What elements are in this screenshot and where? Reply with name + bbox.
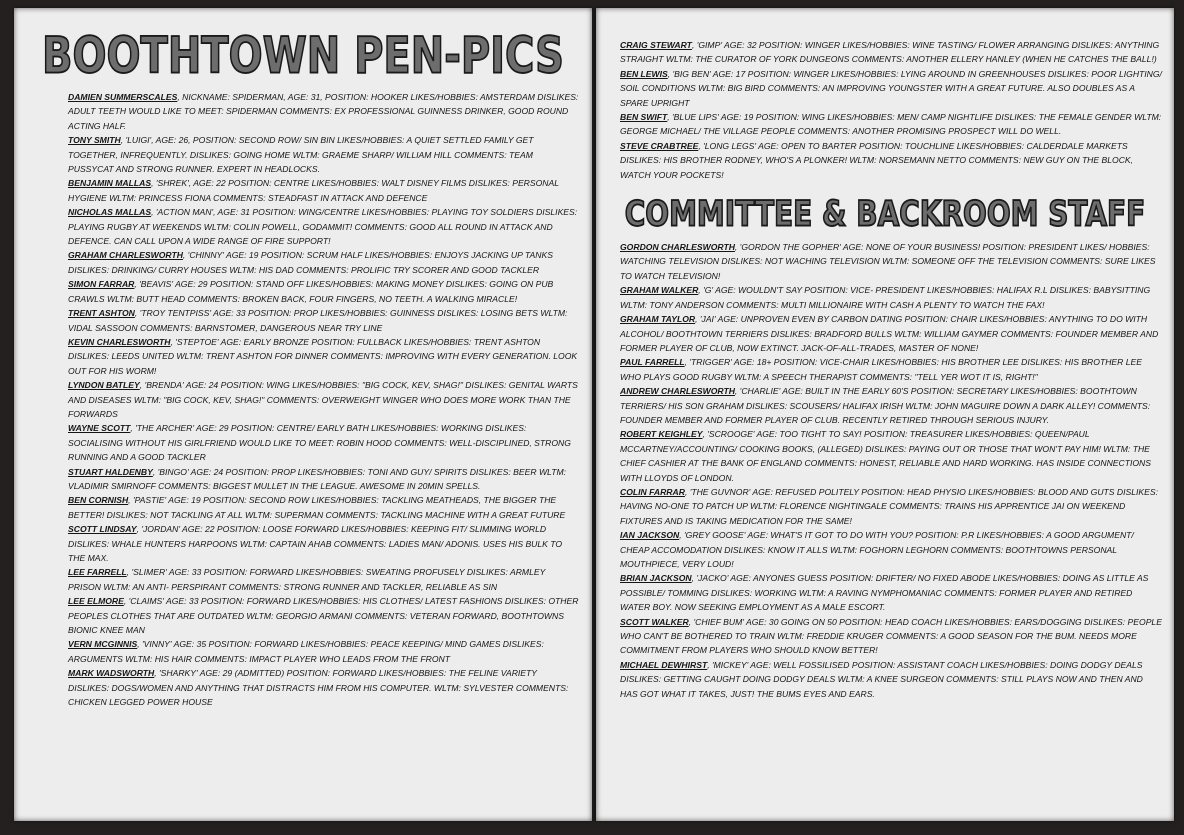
person-name: IAN JACKSON <box>620 530 680 541</box>
player-entries <box>14 90 592 709</box>
person-description: , 'BIG BEN' AGE: 17 POSITION: WINGER LIKES/HOBBIES: LYING AROUND IN GREENHOUSES DISLIKES: POOR LIGHTING/ SOIL CONDITIONS WLTM: BIG BIRD COMMENTS: AN IMPROVING YOUNGSTER WITH A GREAT FUTURE. ALSO DOUBLES AS A SPARE UPRIGHT <box>620 68 1162 108</box>
person-description: , 'CHARLIE' AGE: BUILT IN THE EARLY 60'S POSITION: SECRETARY LIKES/HOBBIES: BOOTHTOWN TERRIERS/ HIS SON GRAHAM DISLIKES: SCOUSERS/ HALIFAX IRISH WLTM: JOHN MAGUIRE DOWN A DARK ALLEY! COMMENTS: FOUNDER MEMBER AND FORMER PLAYER OF CLUB. RECENTLY RETIRED THROUGH SERIOUS INJURY. <box>620 386 1151 425</box>
pen-pic-entry <box>620 658 1162 701</box>
committee-title: COMMITTEE & BACKROOM STAFF <box>624 192 1146 235</box>
person-name: TRENT ASHTON <box>68 308 135 319</box>
person-name: LEE FARRELL <box>68 567 127 578</box>
pen-pic-entry <box>620 110 1162 139</box>
person-description: , 'G' AGE: WOULDN'T SAY POSITION: VICE- PRESIDENT LIKES/HOBBIES: HALIFAX R.L DISLIKES: BABYSITTING WLTM: TONY ANDERSON COMMENTS: MULTI MILLIONAIRE WITH CASH A PLENTY TO WATCH THE FAX! <box>620 285 1151 310</box>
person-name: NICHOLAS MALLAS <box>68 207 152 218</box>
person-description: , 'CLAIMS' AGE: 33 POSITION: FORWARD LIKES/HOBBIES: HIS CLOTHES/ LATEST FASHIONS DISLIKES: OTHER PEOPLES CLOTHES THAT ARE OUTDATED WLTM: GEORGIO ARMANI COMMENTS: VETERAN FORWARD, BOOTHTOWNS BIONIC KNEE MAN <box>68 596 579 636</box>
pen-pic-entry <box>68 565 580 594</box>
person-description: , 'SLIMER' AGE: 33 POSITION: FORWARD LIKES/HOBBIES: SWEATING PROFUSELY DISLIKES: ARMLEY PRISON WLTM: AN ANTI- PERSPIRANT COMMENTS: STRONG RUNNER AND TACKLER, RELIABLE AS SIN <box>68 567 546 592</box>
person-description: , 'LUIGI', AGE: 26, POSITION: SECOND ROW/ SIN BIN LIKES/HOBBIES: A QUIET SETTLED FAMILY GET TOGETHER, INFREQUENTLY. DISLIKES: GOING HOME WLTM: GRAEME SHARP/ WILLIAM HILL COMMENTS: TEAM PUSSYCAT AND STRONG RUNNER. EXPERT IN HEADLOCKS. <box>68 135 534 175</box>
pen-pic-entry <box>620 240 1162 283</box>
person-description: , 'GREY GOOSE' AGE: WHAT'S IT GOT TO DO WITH YOU? POSITION: P.R LIKES/HOBBIES: A GOOD ARGUMENT/ CHEAP ACCOMODATION DISLIKES: KNOW IT ALLS WLTM: FOGHORN LEGHORN COMMENTS: BOOTHTOWNS PERSONAL MOUTHPIECE, VERY LOUD! <box>620 530 1134 569</box>
pen-pic-entry <box>68 522 580 565</box>
pen-pic-entry <box>620 384 1162 427</box>
pen-pics-title: BOOTHTOWN PEN-PICS <box>42 27 564 85</box>
pen-pic-entry <box>68 306 580 335</box>
person-name: TONY SMITH <box>68 135 121 146</box>
person-name: GRAHAM TAYLOR <box>620 314 696 325</box>
person-description: , 'LONG LEGS' AGE: OPEN TO BARTER POSITION: TOUCHLINE LIKES/HOBBIES: CALDERDALE MARKETS DISLIKES: HIS BROTHER RODNEY, WHO'S A PLONKER! WLTM: NORSEMANN NETTO COMMENTS: NEW GUY ON THE BLOCK, WATCH YOUR POCKETS! <box>620 140 1134 180</box>
person-name: SCOTT WALKER <box>620 616 689 627</box>
person-name: MARK WADSWORTH <box>68 668 155 679</box>
person-description: , 'BINGO' AGE: 24 POSITION: PROP LIKES/HOBBIES: TONI AND GUY/ SPIRITS DISLIKES: BEER WLTM: VLADIMIR SMIRNOFF COMMENTS: BIGGEST MULLET IN THE LEAGUE. AWESOME IN 20MIN SPELLS. <box>68 466 566 491</box>
person-name: LEE ELMORE <box>68 596 124 607</box>
pen-pic-entry <box>620 485 1162 528</box>
person-name: DAMIEN SUMMERSCALES <box>68 92 178 102</box>
person-name: BEN LEWIS <box>620 68 668 79</box>
person-name: ROBERT KEIGHLEY <box>620 429 703 440</box>
person-name: GORDON CHARLESWORTH <box>620 242 735 253</box>
pen-pic-entry <box>68 205 580 248</box>
pen-pic-entry <box>620 427 1162 485</box>
person-description: , 'TROY TENTPISS' AGE: 33 POSITION: PROP LIKES/HOBBIES: GUINNESS DISLIKES: LOSING BETS WLTM: VIDAL SASSOON COMMENTS: BARNSTOMER, DANGEROUS NEAR TRY LINE <box>68 308 568 333</box>
pen-pic-entry <box>620 67 1162 110</box>
person-description: , 'PASTIE' AGE: 19 POSITION: SECOND ROW LIKES/HOBBIES: TACKLING MEATHEADS, THE BIGGER THE BETTER! DISLIKES: NOT TACKLING AT ALL WLTM: SUPERMAN COMMENTS: TACKLING MACHINE WITH A GREAT FUTURE <box>68 495 566 520</box>
pen-pic-entry <box>68 277 580 306</box>
person-description: , 'THE GUVNOR' AGE: REFUSED POLITELY POSITION: HEAD PHYSIO LIKES/HOBBIES: BLOOD AND GUTS DISLIKES: HAVING NO-ONE TO PATCH UP WLTM: FLORENCE NIGHTINGALE COMMENTS: TRAINS HIS APPRENTICE JAI ON WEEKEND FIXTURES AND IS TAKING MEDICATION FOR THE SAME! <box>620 486 1158 526</box>
person-name: GRAHAM CHARLESWORTH <box>68 250 183 261</box>
person-description: , 'JAI' AGE: UNPROVEN EVEN BY CARBON DATING POSITION: CHAIR LIKES/HOBBIES: ANYTHING TO DO WITH ALCOHOL/ BOOTHTOWN TERRIERS DISLIKES: BRADFORD BULLS WLTM: WILLIAM GAYMER COMMENTS: FOUNDER MEMBER AND FORMER PLAYER OF CLUB, NOW EXTINCT. JACK-OF-ALL-TRADES, MASTER OF NONE! <box>620 314 1159 353</box>
person-name: KEVIN CHARLESWORTH <box>68 336 171 347</box>
pen-pic-entry <box>68 248 580 277</box>
pen-pic-entry <box>620 312 1162 355</box>
pen-pic-entry <box>620 38 1162 67</box>
pen-pic-entry <box>68 666 580 709</box>
person-name: BEN CORNISH <box>68 495 129 506</box>
pen-pic-entry <box>68 176 580 205</box>
pen-pic-entry <box>68 637 580 666</box>
person-description: , 'BRENDA' AGE: 24 POSITION: WING LIKES/HOBBIES: "BIG COCK, KEV, SHAG!" DISLIKES: GENITAL WARTS AND DISEASES WLTM: "BIG COCK, KEV, SHAG!" COMMENTS: OVERWEIGHT WINGER WHO DOES MORE WORK THAN THE FORWARDS <box>68 380 578 419</box>
person-description: , 'MICKEY' AGE: WELL FOSSILISED POSITION: ASSISTANT COACH LIKES/HOBBIES: DOING DODGY DEALS DISLIKES: GETTING CAUGHT DOING DODGY DEALS WLTM: A KNEE SURGEON COMMENTS: STILL PLAYS NOW AND THEN AND HAS GOT WHAT IT TAKES, JUST! THE BUMS EYES AND EARS. <box>620 659 1143 699</box>
person-description: , 'ACTION MAN', AGE: 31 POSITION: WING/CENTRE LIKES/HOBBIES: PLAYING TOY SOLDIERS DISLIKES: PLAYING RUGBY AT WEEKENDS WLTM: COLIN POWELL, GODAMMIT! COMMENTS: GOOD ALL ROUND IN ATTACK AND DEFENCE. CAN CALL UPON A WIDE RANGE OF FIRE SUPPORT! <box>68 207 578 247</box>
person-name: PAUL FARRELL <box>620 357 685 368</box>
person-name: CRAIG STEWART <box>620 40 692 50</box>
person-description: , 'SHREK', AGE: 22 POSITION: CENTRE LIKES/HOBBIES: WALT DISNEY FILMS DISLIKES: PERSONAL HYGIENE WLTM: PRINCESS FIONA COMMENTS: STEADFAST IN ATTACK AND DEFENCE <box>68 178 559 203</box>
person-description: , 'JORDAN' AGE: 22 POSITION: LOOSE FORWARD LIKES/HOBBIES: KEEPING FIT/ SLIMMING WORLD DISLIKES: WHALE HUNTERS HARPOONS WLTM: CAPTAIN AHAB COMMENTS: LADIES MAN/ ADONIS. USES HIS BULK TO THE MAX. <box>68 524 563 563</box>
person-name: BEN SWIFT <box>620 112 668 123</box>
pen-pic-entry <box>620 283 1162 312</box>
person-description: , 'CHINNY' AGE: 19 POSITION: SCRUM HALF LIKES/HOBBIES: ENJOYS JACKING UP TANKS DISLIKES: DRINKING/ CURRY HOUSES WLTM: HIS DAD COMMENTS: PROLIFIC TRY SCORER AND GOOD TACKLER <box>68 250 553 275</box>
person-description: , 'STEPTOE' AGE: EARLY BRONZE POSITION: FULLBACK LIKES/HOBBIES: TRENT ASHTON DISLIKES: LEEDS UNITED WLTM: TRENT ASHTON FOR DINNER COMMENTS: IMPROVING WITH EVERY GENERATION. LOOK OUT FOR HIS WORM! <box>68 336 578 376</box>
person-name: SIMON FARRAR <box>68 279 135 290</box>
person-name: LYNDON BATLEY <box>68 380 140 391</box>
person-name: STUART HALDENBY <box>68 466 153 477</box>
person-description: , 'SCROOGE' AGE: TOO TIGHT TO SAY! POSITION: TREASURER LIKES/HOBBIES: QUEEN/PAUL MCCARTNEY/ACCOUNTING/ COOKING BOOKS, (ALLEGED) DISLIKES: PAYING OUT OR THOSE THAT WON'T PAY HIM! WLTM: THE CHIEF CASHIER AT THE BANK OF ENGLAND COMMENTS: HONEST, RELIABLE AND HARD WORKING. HAS INSIDE CONNECTIONS WITH LLOYDS OF LONDON. <box>620 429 1151 483</box>
right-page <box>596 8 1174 821</box>
person-description: , 'GIMP' AGE: 32 POSITION: WINGER LIKES/HOBBIES: WINE TASTING/ FLOWER ARRANGING DISLIKES: ANYTHING STRAIGHT WLTM: THE CURATOR OF YORK DUNGEONS COMMENTS: ANOTHER ELLERY HANLEY (WHEN HE CATCHES THE BALL!) <box>620 40 1160 65</box>
person-name: MICHAEL DEWHIRST <box>620 659 708 670</box>
pen-pic-entry <box>68 493 580 522</box>
person-description: , 'CHIEF BUM' AGE: 30 GOING ON 50 POSITION: HEAD COACH LIKES/HOBBIES: EARS/DOGGING DISLIKES: PEOPLE WHO CAN'T BE BOTHERED TO TRAIN WLTM: FREDDIE KRUGER COMMENTS: A GOOD SEASON FOR THE BUM. NEEDS MORE COMMITMENT FROM PLAYERS WHO SHOULD KNOW BETTER! <box>620 616 1162 656</box>
person-name: COLIN FARRAR <box>620 486 685 497</box>
person-name: VERN MCGINNIS <box>68 639 138 650</box>
person-name: BRIAN JACKSON <box>620 573 692 584</box>
player-entries-continued <box>596 8 1174 182</box>
pen-pic-entry <box>68 594 580 637</box>
person-description: , 'BEAVIS' AGE: 29 POSITION: STAND OFF LIKES/HOBBIES: MAKING MONEY DISLIKES: GOING ON PUB CRAWLS WLTM: BUTT HEAD COMMENTS: BROKEN BACK, FOUR FINGERS, NO TEETH. A WALKING MIRACLE! <box>68 279 554 304</box>
person-description: , 'BLUE LIPS' AGE: 19 POSITION: WING LIKES/HOBBIES: MEN/ CAMP NIGHTLIFE DISLIKES: THE FEMALE GENDER WLTM: GEORGE MICHAEL/ THE VILLAGE PEOPLE COMMENTS: ANOTHER PROMISING PROSPECT WILL DO WELL. <box>620 112 1162 137</box>
person-name: SCOTT LINDSAY <box>68 524 137 535</box>
person-name: WAYNE SCOTT <box>68 423 131 434</box>
committee-entries <box>596 240 1174 701</box>
person-description: , 'GORDON THE GOPHER' AGE: NONE OF YOUR BUSINESS! POSITION: PRESIDENT LIKES/ HOBBIES: WATCHING TELEVISION DISLIKES: NOT WACHING TELEVISION WLTM: SOMEONE OFF THE TELEVISION COMMENTS: SURE LIKES TO WATCH TELEVISION! <box>620 242 1156 281</box>
person-description: , 'SHARKY' AGE: 29 (ADMITTED) POSITION: FORWARD LIKES/HOBBIES: THE FELINE VARIETY DISLIKES: DOGS/WOMEN AND ANYTHING THAT DISTRACTS HIM FROM HIS COMPUTER. WLTM: SYLVESTER COMMENTS: CHICKEN LEGGED POWER HOUSE <box>68 668 569 708</box>
person-name: ANDREW CHARLESWORTH <box>620 386 735 397</box>
person-description: , 'VINNY' AGE: 35 POSITION: FORWARD LIKES/HOBBIES: PEACE KEEPING/ MIND GAMES DISLIKES: ARGUMENTS WLTM: HIS HAIR COMMENTS: IMPACT PLAYER WHO LEADS FROM THE FRONT <box>68 639 544 664</box>
pen-pic-entry <box>620 355 1162 384</box>
person-name: STEVE CRABTREE <box>620 140 699 151</box>
pen-pic-entry <box>620 139 1162 182</box>
pen-pic-entry <box>68 133 580 176</box>
pen-pic-entry <box>620 528 1162 571</box>
person-description: , 'THE ARCHER' AGE: 29 POSITION: CENTRE/ EARLY BATH LIKES/HOBBIES: WORKING DISLIKES: SOCIALISING WITHOUT HIS GIRLFRIEND WOULD LIKE TO MEET: ROBIN HOOD COMMENTS: WELL-DISCIPLINED, STRONG RUNNING AND A GOOD TACKLER <box>68 423 571 463</box>
person-name: GRAHAM WALKER <box>620 285 699 296</box>
pen-pic-entry <box>68 335 580 378</box>
pen-pic-entry <box>620 571 1162 614</box>
person-description: , NICKNAME: SPIDERMAN, AGE: 31, POSITION: HOOKER LIKES/HOBBIES: AMSTERDAM DISLIKES: ADULT TEETH WOULD LIKE TO MEET: SPIDERMAN COMMENTS: EX PROFESSIONAL GUINNESS DRINKER, GOOD ROUND ACTING HALF. <box>68 92 579 131</box>
pen-pic-entry <box>68 465 580 494</box>
pen-pic-entry <box>68 90 580 133</box>
pen-pic-entry <box>620 615 1162 658</box>
person-description: , 'TRIGGER' AGE: 18+ POSITION: VICE-CHAIR LIKES/HOBBIES: HIS BROTHER LEE DISLIKES: HIS BROTHER LEE WHO PLAYS GOOD RUGBY WLTM: A SPEECH THERAPIST COMMENTS: "TELL YER WOT IT IS, RIGHT!" <box>620 357 1142 382</box>
person-description: , 'JACKO' AGE: ANYONES GUESS POSITION: DRIFTER/ NO FIXED ABODE LIKES/HOBBIES: DOING AS LITTLE AS POSSIBLE/ TOMMING DISLIKES: WORKING WLTM: A RAVING NYMPHOMANIAC COMMENTS: FORMER PLAYER AND RETIRED WATER BOY. NOW SEEKING EMPLOYMENT AS A MALE ESCORT. <box>620 573 1149 613</box>
pen-pic-entry <box>68 421 580 464</box>
pen-pic-entry <box>68 378 580 421</box>
left-page <box>14 8 592 821</box>
person-name: BENJAMIN MALLAS <box>68 178 152 189</box>
